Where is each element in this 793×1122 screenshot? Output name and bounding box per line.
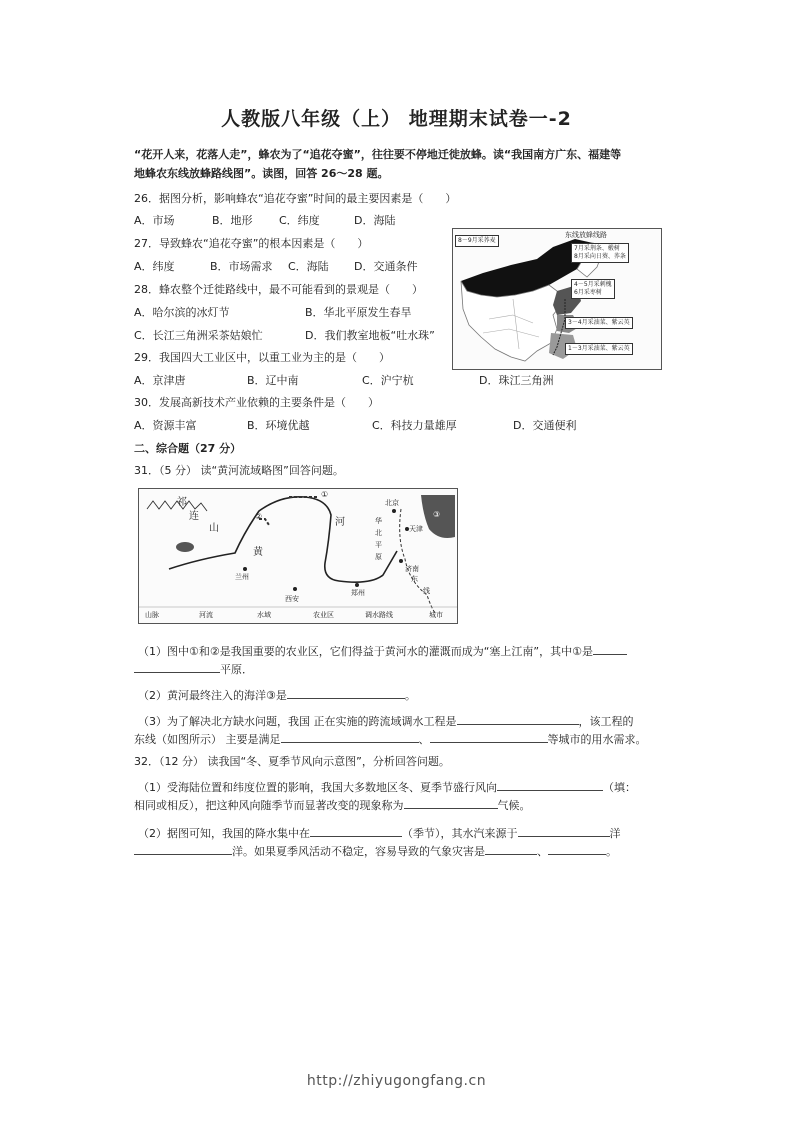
label-qi: 祁	[177, 497, 187, 508]
label-hua: 华	[375, 517, 382, 525]
q32-blank-3[interactable]	[310, 825, 402, 837]
map1-box-mar-apr: 3－4月采油菜、紫云英	[565, 317, 633, 329]
q29-option-b: B．辽中南	[247, 374, 299, 387]
q31-part-2-text: （2）黄河最终注入的海洋③是	[138, 689, 287, 702]
q27-option-d: D．交通条件	[354, 260, 418, 273]
xian-dot	[293, 587, 297, 591]
q32-part-2-sep: 、	[537, 845, 548, 858]
legend-agriculture: 农业区	[313, 611, 334, 619]
map1-box-jul-aug-line-1: 7月采荆条、椴树	[574, 245, 620, 252]
label-shan: 山	[209, 523, 219, 534]
q32-blank-2[interactable]	[404, 797, 498, 809]
q31-part-3-text-a-end: ，该工程的	[578, 715, 634, 728]
q31-part-3-sep: 、	[418, 733, 430, 746]
legend-river: 河流	[199, 611, 213, 619]
q32-part-1-text-b-end: 气候。	[497, 799, 531, 812]
intro-line-1: “花开人来，花落人走”，蜂农为了“追花夺蜜”，往往要不停地迁徙放蜂。读“我国南方广东、福建等	[134, 148, 622, 161]
q31-part-2-end: 。	[404, 689, 416, 702]
q26-option-a: A．市场	[134, 214, 175, 227]
q30-option-c: C．科技力量雄厚	[372, 419, 457, 432]
q31-blank-4[interactable]	[281, 731, 419, 743]
q27-option-b: B．市场需求	[210, 260, 273, 273]
yellow-river-line	[169, 497, 397, 582]
zhengzhou-dot	[355, 583, 359, 587]
q30-option-b: B．环境优越	[247, 419, 310, 432]
legend-mountain: 山脉	[145, 611, 159, 619]
q31-part-1-text-b: 平原．	[220, 663, 253, 676]
q28-option-b: B．华北平原发生春旱	[305, 306, 412, 319]
q31-blank-2[interactable]	[287, 687, 405, 699]
lanzhou-dot	[243, 567, 247, 571]
legend-city: 城市	[429, 611, 443, 619]
map1-box-apr-jun-line-1: 4－5月采刺槐	[574, 281, 612, 288]
q32-part-2-line-2	[134, 843, 617, 859]
q32-part-1-text-a: （1）受海陆位置和纬度位置的影响，我国大多数地区冬、夏季节盛行风向	[138, 781, 497, 794]
q32-part-1-text-b: 相同或相反），把这种风向随季节而显著改变的现象称为	[134, 799, 404, 812]
q29-option-c: C．沪宁杭	[362, 374, 414, 387]
q28-stem: 28．蜂农整个迁徙路线中，最不可能看到的景观是（ ）	[134, 283, 423, 296]
q31-blank-5[interactable]	[430, 731, 548, 743]
q32-part-2-text-a-end: 洋	[609, 827, 621, 840]
map1-box-aug-sep: 8－9月采荞麦	[455, 235, 499, 247]
label-ping: 平	[375, 541, 382, 549]
legend-water: 水域	[257, 611, 271, 619]
q27-option-c: C．海陆	[288, 260, 329, 273]
q29-option-a: A．京津唐	[134, 374, 186, 387]
label-he: 河	[335, 517, 345, 528]
map1-legend: 东线放蜂线路	[565, 231, 607, 239]
label-marker-1: ①	[321, 490, 329, 499]
label-tianjin: 天津	[409, 525, 423, 533]
q32-blank-1[interactable]	[497, 779, 603, 791]
q31-blank-3[interactable]	[457, 713, 579, 725]
label-xian-route: 线	[423, 587, 430, 595]
map1-box-jul-aug	[571, 243, 629, 263]
label-jinan: 济南	[405, 565, 419, 573]
q32-part-1-line-2	[134, 797, 531, 813]
q32-blank-6[interactable]	[485, 843, 537, 855]
beijing-dot	[392, 509, 396, 513]
q32-blank-5[interactable]	[134, 843, 232, 855]
map1-box-apr-jun	[571, 279, 615, 299]
q28-option-c: C．长江三角洲采茶姑娘忙	[134, 329, 263, 342]
map1-box-jan-mar: 1－3月采油菜、紫云英	[565, 343, 633, 355]
q29-stem: 29．我国四大工业区中，以重工业为主的是（ ）	[134, 351, 390, 364]
jinan-dot	[399, 559, 403, 563]
map1-box-apr-jun-line-2: 6月采枣树	[574, 289, 602, 296]
q28-option-d: D．我们教室地板“吐水珠”	[305, 329, 435, 342]
q32-stem: 32．（12 分） 读我国“冬、夏季节风向示意图”，分析回答问题。	[134, 755, 450, 768]
q32-blank-4[interactable]	[518, 825, 610, 837]
q32-part-2-line-1	[138, 825, 621, 841]
legend-transfer-route: 调水路线	[365, 611, 393, 619]
q32-part-2-text-a: （2）据图可知，我国的降水集中在	[138, 827, 310, 840]
q31-part-3-text-b-end: 等城市的用水需求。	[547, 733, 647, 746]
yellow-river-map	[138, 488, 458, 624]
q31-part-1-line-2	[134, 661, 253, 677]
q31-part-2	[138, 687, 416, 703]
q30-stem: 30．发展高新技术产业依赖的主要条件是（ ）	[134, 396, 379, 409]
q32-part-1-text-a-end: （填：	[603, 781, 636, 794]
label-marker-3: ③	[433, 510, 441, 519]
section-2-heading: 二、综合题（27 分）	[134, 442, 242, 455]
footer-url[interactable]: http://zhiyugongfang.cn	[306, 1073, 487, 1089]
q31-part-1-text-a: （1）图中①和②是我国重要的农业区，它们得益于黄河水的灌溉而成为“塞上江南”，其中①是	[138, 645, 593, 658]
q29-option-d: D．珠江三角洲	[479, 374, 554, 387]
q31-part-3-line-1	[138, 713, 634, 729]
intro-line-2: 地蜂农东线放蜂路线图”。读图，回答 26～28 题。	[134, 167, 389, 180]
q32-blank-7[interactable]	[548, 843, 606, 855]
q31-part-3-text-a: （3）为了解决北方缺水问题，我国 正在实施的跨流域调水工程是	[138, 715, 457, 728]
label-lanzhou: 兰州	[235, 573, 249, 581]
label-huang: 黄	[253, 547, 263, 558]
label-bei: 北	[375, 529, 382, 537]
q26-option-c: C．纬度	[279, 214, 320, 227]
q31-part-3-text-b: 东线（如图所示） 主要是满足	[134, 733, 281, 746]
q30-option-a: A．资源丰富	[134, 419, 197, 432]
label-marker-2: ②	[255, 512, 263, 521]
label-lian: 连	[189, 511, 199, 522]
q31-blank-1[interactable]	[593, 643, 627, 655]
q31-blank-1b[interactable]	[134, 661, 220, 673]
page-title: 人教版八年级（上） 地理期末试卷一-2	[221, 108, 572, 130]
label-beijing: 北京	[385, 499, 399, 507]
q26-stem: 26．据图分析，影响蜂农“追花夺蜜”时间的最主要因素是（ ）	[134, 192, 457, 205]
bee-route-map	[452, 228, 662, 370]
label-xian: 西安	[285, 595, 299, 603]
label-dong: 东	[411, 575, 418, 583]
q30-option-d: D．交通便利	[513, 419, 577, 432]
q32-part-2-text-b-end: 。	[606, 845, 617, 858]
lake	[176, 542, 194, 552]
q26-option-d: D．海陆	[354, 214, 396, 227]
label-yuan: 原	[375, 553, 382, 561]
q26-option-b: B．地形	[212, 214, 253, 227]
q32-part-2-text-b-mid: 洋。如果夏季风活动不稳定，容易导致的气象灾害是	[232, 845, 485, 858]
q32-part-2-text-mid: （季节），其水汽来源于	[402, 827, 518, 840]
q27-stem: 27．导致蜂农“追花夺蜜”的根本因素是（ ）	[134, 237, 369, 250]
map1-box-jul-aug-line-2: 8月采向日葵、荞条	[574, 253, 626, 260]
label-zhengzhou: 郑州	[351, 589, 365, 597]
q31-stem: 31．（5 分） 读“黄河流域略图”回答问题。	[134, 464, 344, 477]
q31-part-1-line-1	[138, 643, 627, 659]
q31-part-3-line-2	[134, 731, 647, 747]
q27-option-a: A．纬度	[134, 260, 175, 273]
q28-option-a: A．哈尔滨的冰灯节	[134, 306, 230, 319]
q32-part-1-line-1	[138, 779, 636, 795]
